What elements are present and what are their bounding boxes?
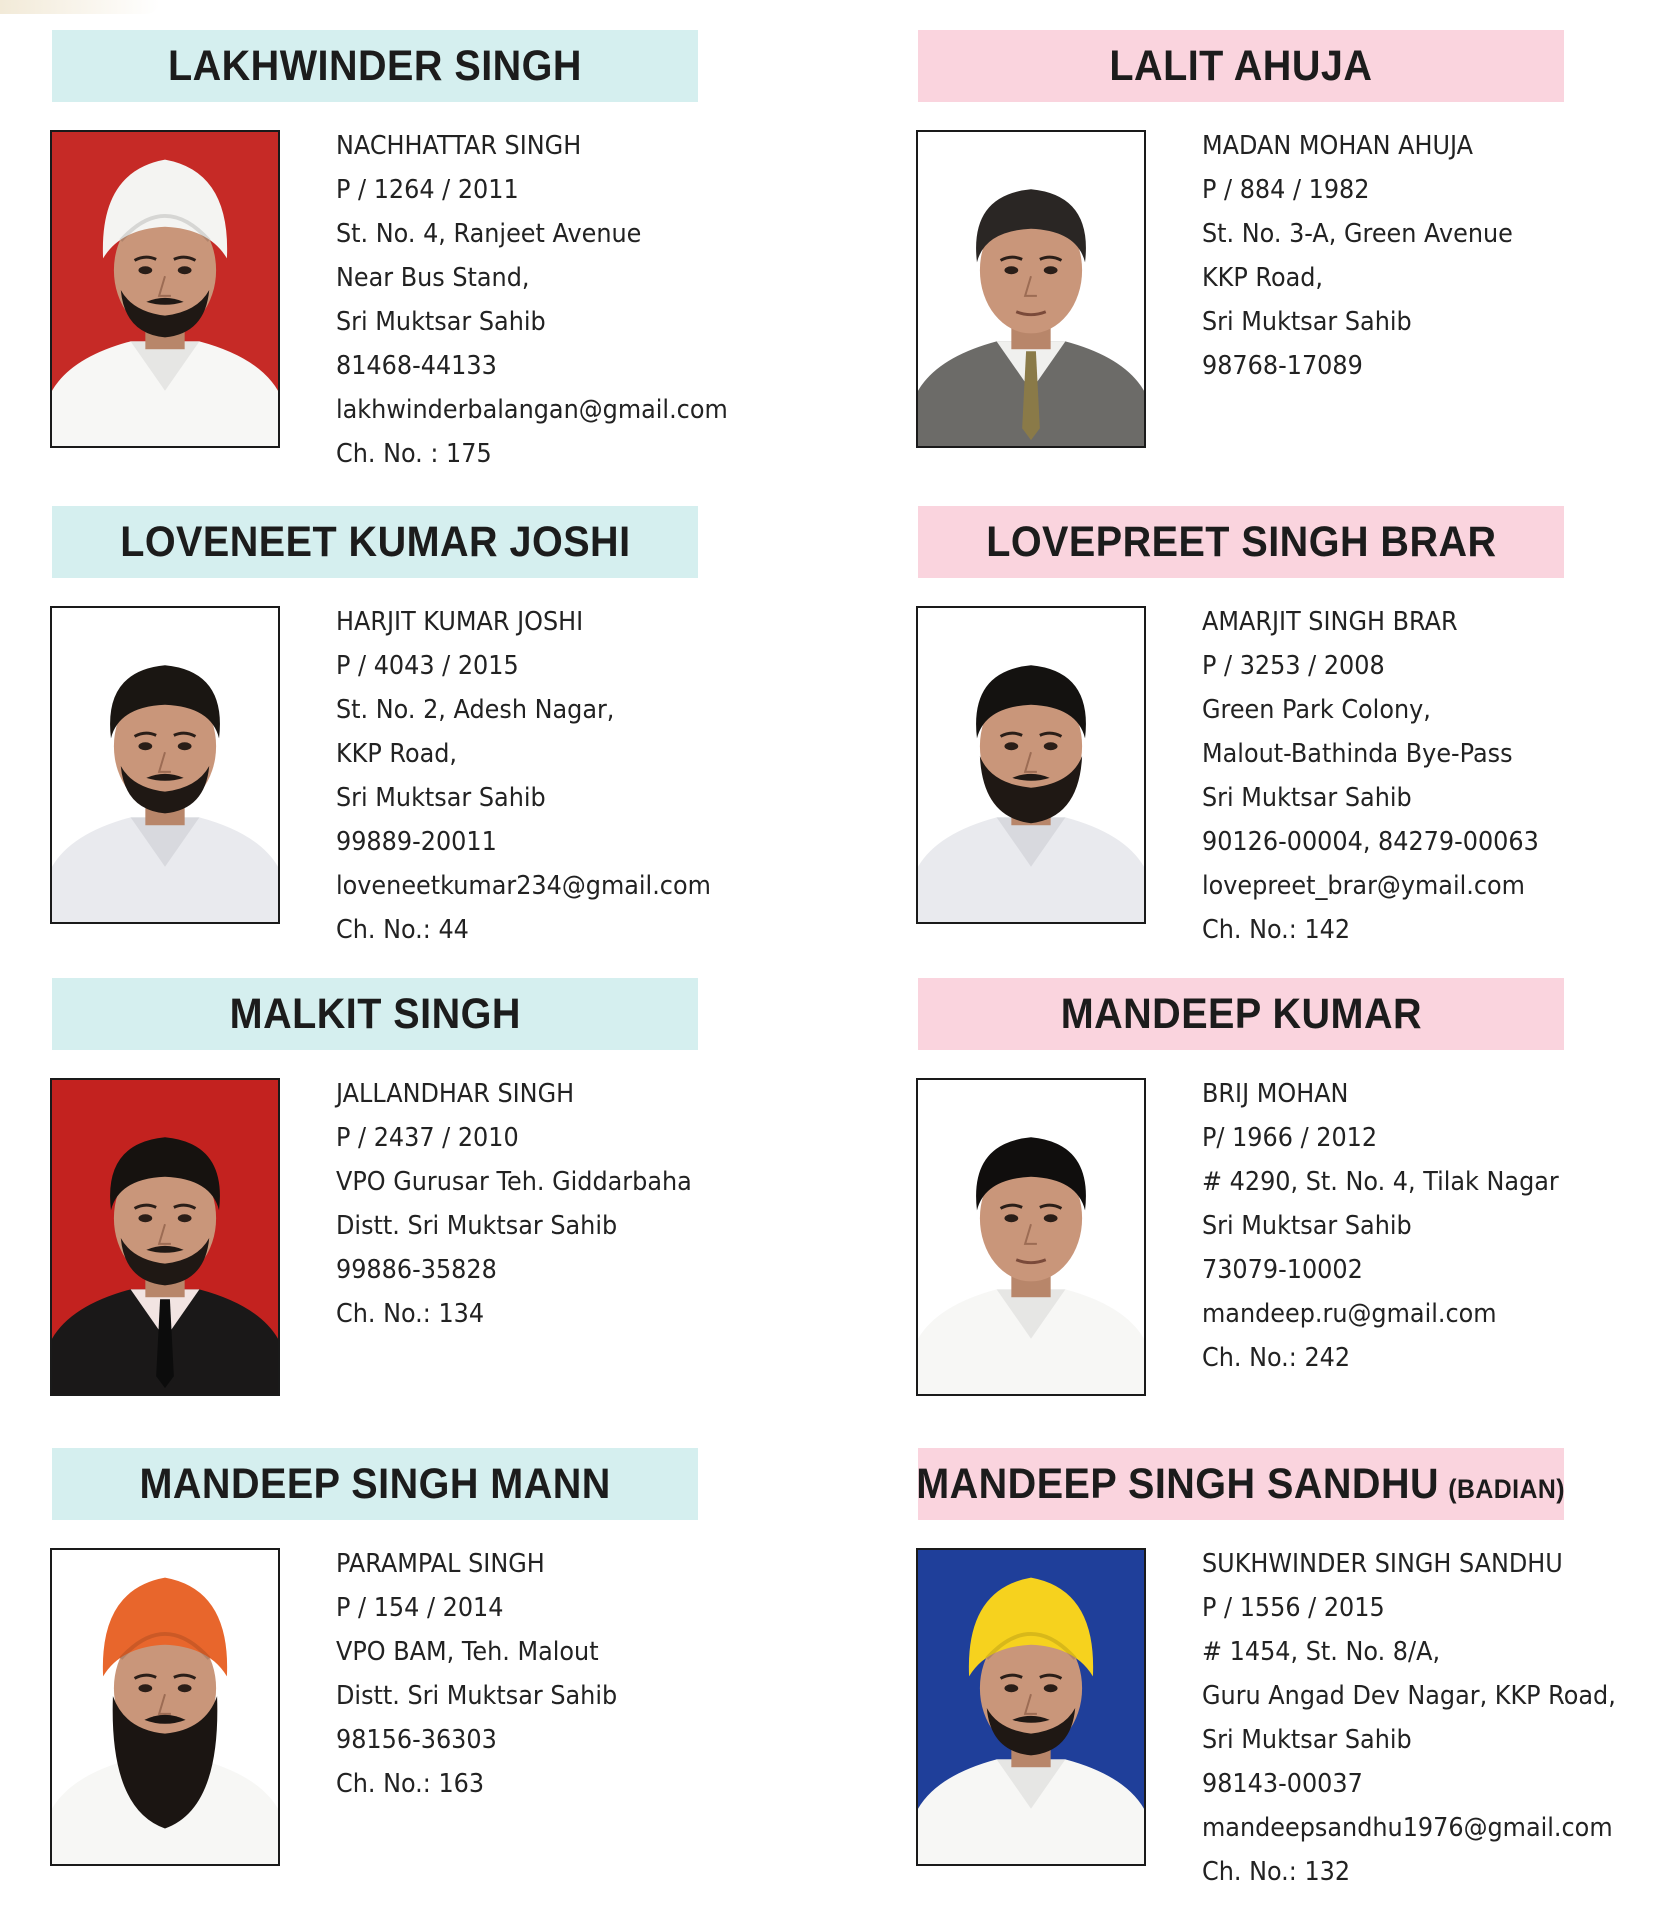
member-detail-line: 99886-35828 [336,1255,497,1285]
member-detail-line: Distt. Sri Muktsar Sahib [336,1211,618,1241]
member-name: LOVEPREET SINGH BRAR [985,517,1497,566]
member-card [52,1448,852,1908]
member-name-bar [918,30,1564,102]
portrait-drawing [52,608,278,922]
member-detail-line: loveneetkumar234@gmail.com [336,871,711,901]
member-detail-line: 73079-10002 [1202,1255,1363,1285]
member-detail-line: SUKHWINDER SINGH SANDHU [1202,1549,1563,1579]
member-detail-line: P / 884 / 1982 [1202,175,1370,205]
portrait-drawing [52,1550,278,1864]
member-detail-line: St. No. 4, Ranjeet Avenue [336,219,642,249]
portrait-drawing [52,1080,278,1394]
member-detail-line: P / 4043 / 2015 [336,651,519,681]
right-eye [1044,1684,1058,1692]
member-detail-line: 98143-00037 [1202,1769,1363,1799]
member-detail-line: Sri Muktsar Sahib [1202,783,1412,813]
right-eye [1044,742,1058,750]
member-details [1202,124,1540,388]
member-detail-line: MADAN MOHAN AHUJA [1202,131,1474,161]
member-detail-line: P / 3253 / 2008 [1202,651,1385,681]
member-detail-line: Sri Muktsar Sahib [1202,307,1412,337]
member-detail-line: Ch. No.: 132 [1202,1857,1351,1887]
member-details [1202,1072,1590,1380]
member-detail-line: KKP Road, [1202,263,1324,293]
left-eye [138,1684,152,1692]
portrait-drawing [52,132,278,446]
member-detail-line: lakhwinderbalangan@gmail.com [336,395,728,425]
member-details [1202,600,1568,952]
left-eye [1004,1214,1018,1222]
member-detail-line: 81468-44133 [336,351,497,381]
member-details [336,600,744,952]
member-detail-line: Ch. No.: 134 [336,1299,485,1329]
corner-decoration [0,0,160,14]
member-detail-line: Guru Angad Dev Nagar, KKP Road, [1202,1681,1616,1711]
member-name-bar [52,1448,698,1520]
member-detail-line: P / 2437 / 2010 [336,1123,519,1153]
member-detail-line: P / 1556 / 2015 [1202,1593,1385,1623]
member-card [918,1448,1671,1908]
portrait-drawing [918,1550,1144,1864]
right-eye [178,266,192,274]
member-photo [50,1548,280,1866]
member-detail-line: St. No. 3-A, Green Avenue [1202,219,1513,249]
member-name: MANDEEP SINGH SANDHU [916,1459,1440,1508]
member-detail-line: P/ 1966 / 2012 [1202,1123,1378,1153]
member-name-suffix: (BADIAN) [1448,1473,1566,1504]
member-detail-line: 90126-00004, 84279-00063 [1202,827,1539,857]
member-name-bar [918,1448,1564,1520]
member-detail-line: Distt. Sri Muktsar Sahib [336,1681,618,1711]
member-detail-line: 99889-20011 [336,827,497,857]
left-eye [1004,742,1018,750]
member-details [1202,1542,1652,1894]
member-details [336,1072,723,1336]
member-detail-line: P / 1264 / 2011 [336,175,519,205]
member-detail-line: 98768-17089 [1202,351,1363,381]
member-photo [916,1548,1146,1866]
left-eye [1004,1684,1018,1692]
member-detail-line: NACHHATTAR SINGH [336,131,582,161]
member-detail-line: Malout-Bathinda Bye-Pass [1202,739,1513,769]
member-card [52,30,852,490]
left-eye [138,266,152,274]
member-detail-line: VPO BAM, Teh. Malout [336,1637,599,1667]
member-photo [916,130,1146,448]
portrait-drawing [918,132,1144,446]
right-eye [1044,1214,1058,1222]
member-detail-line: 98156-36303 [336,1725,497,1755]
member-name-bar [52,978,698,1050]
member-detail-line: # 4290, St. No. 4, Tilak Nagar [1202,1167,1559,1197]
member-name: LAKHWINDER SINGH [168,41,582,90]
member-detail-line: BRIJ MOHAN [1202,1079,1349,1109]
member-name: MANDEEP KUMAR [1060,989,1422,1038]
right-eye [178,742,192,750]
member-detail-line: # 1454, St. No. 8/A, [1202,1637,1441,1667]
right-eye [178,1214,192,1222]
member-detail-line: Near Bus Stand, [336,263,530,293]
member-detail-line: mandeep.ru@gmail.com [1202,1299,1497,1329]
member-detail-line: Ch. No.: 242 [1202,1343,1351,1373]
member-detail-line: VPO Gurusar Teh. Giddarbaha [336,1167,692,1197]
member-detail-line: Sri Muktsar Sahib [1202,1211,1412,1241]
member-detail-line: JALLANDHAR SINGH [336,1079,575,1109]
member-card [918,30,1671,490]
member-detail-line: P / 154 / 2014 [336,1593,504,1623]
member-details [336,1542,642,1806]
portrait-drawing [918,1080,1144,1394]
member-detail-line: Ch. No. : 175 [336,439,492,469]
member-name: LOVENEET KUMAR JOSHI [119,517,631,566]
member-photo [50,606,280,924]
member-name-bar [52,30,698,102]
member-name: MALKIT SINGH [229,989,521,1038]
left-eye [1004,266,1018,274]
member-photo [50,1078,280,1396]
member-name: MANDEEP SINGH MANN [139,1459,611,1508]
right-eye [178,1684,192,1692]
member-detail-line: Ch. No.: 142 [1202,915,1351,945]
portrait-drawing [918,608,1144,922]
member-detail-line: Sri Muktsar Sahib [1202,1725,1412,1755]
member-photo [916,1078,1146,1396]
left-eye [138,742,152,750]
member-card [918,506,1671,966]
member-detail-line: PARAMPAL SINGH [336,1549,545,1579]
member-detail-line: Ch. No.: 163 [336,1769,485,1799]
member-name-bar [918,506,1564,578]
member-name-bar [918,978,1564,1050]
member-card [52,506,852,966]
member-card [918,978,1671,1438]
member-detail-line: KKP Road, [336,739,458,769]
member-detail-line: HARJIT KUMAR JOSHI [336,607,584,637]
member-detail-line: St. No. 2, Adesh Nagar, [336,695,615,725]
right-eye [1044,266,1058,274]
left-eye [138,1214,152,1222]
member-detail-line: lovepreet_brar@ymail.com [1202,871,1525,901]
member-detail-line: Green Park Colony, [1202,695,1431,725]
member-detail-line: Sri Muktsar Sahib [336,783,546,813]
member-card [52,978,852,1438]
member-name: LALIT AHUJA [1109,41,1373,90]
member-details [336,124,762,476]
member-detail-line: Sri Muktsar Sahib [336,307,546,337]
member-photo [50,130,280,448]
member-detail-line: mandeepsandhu1976@gmail.com [1202,1813,1613,1843]
member-name-bar [52,506,698,578]
member-photo [916,606,1146,924]
member-detail-line: AMARJIT SINGH BRAR [1202,607,1458,637]
member-detail-line: Ch. No.: 44 [336,915,469,945]
